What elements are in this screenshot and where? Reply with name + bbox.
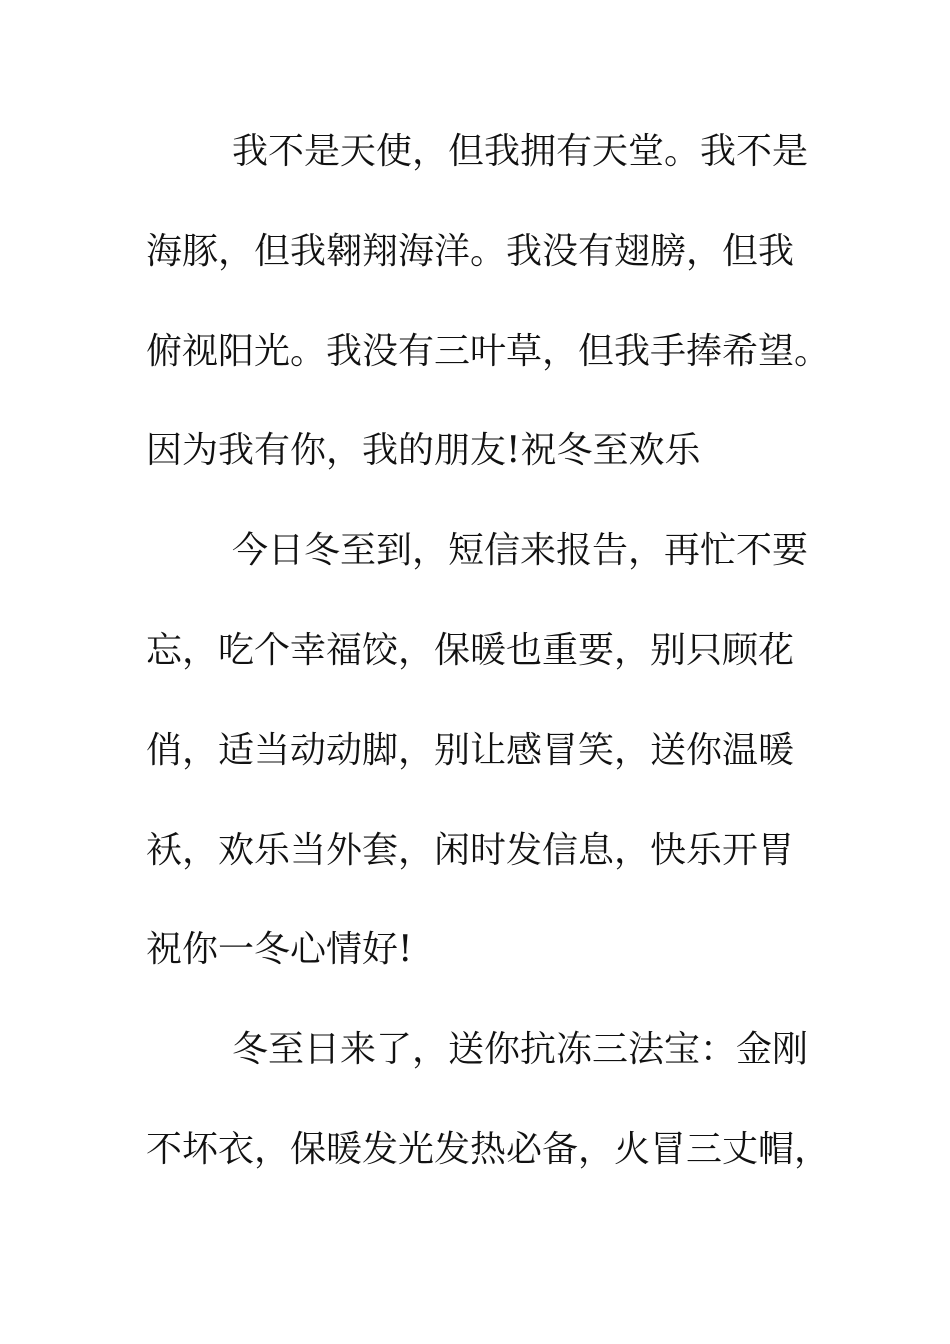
- paragraph-3-line-1: 冬至日来了，送你抗冻三法宝：金刚: [232, 1029, 809, 1070]
- paragraph-2-line-5: 祝你一冬心情好!: [146, 929, 413, 970]
- paragraph-3-line-2: 不坏衣，保暖发光发热必备，火冒三丈帽，: [146, 1129, 831, 1170]
- paragraph-2-line-2: 忘，吃个幸福饺，保暖也重要，别只顾花: [146, 630, 795, 671]
- paragraph-1-line-2: 海豚，但我翱翔海洋。我没有翅膀，但我: [146, 231, 795, 272]
- paragraph-1-line-1: 我不是天使，但我拥有天堂。我不是: [232, 131, 809, 172]
- paragraph-1-line-3: 俯视阳光。我没有三叶草，但我手捧希望。: [146, 331, 831, 372]
- paragraph-2-line-4: 袄，欢乐当外套，闲时发信息，快乐开胃: [146, 830, 795, 871]
- paragraph-1-line-4: 因为我有你，我的朋友!祝冬至欢乐: [146, 430, 701, 471]
- paragraph-2-line-1: 今日冬至到，短信来报告，再忙不要: [232, 530, 809, 571]
- paragraph-2-line-3: 俏，适当动动脚，别让感冒笑，送你温暖: [146, 730, 795, 771]
